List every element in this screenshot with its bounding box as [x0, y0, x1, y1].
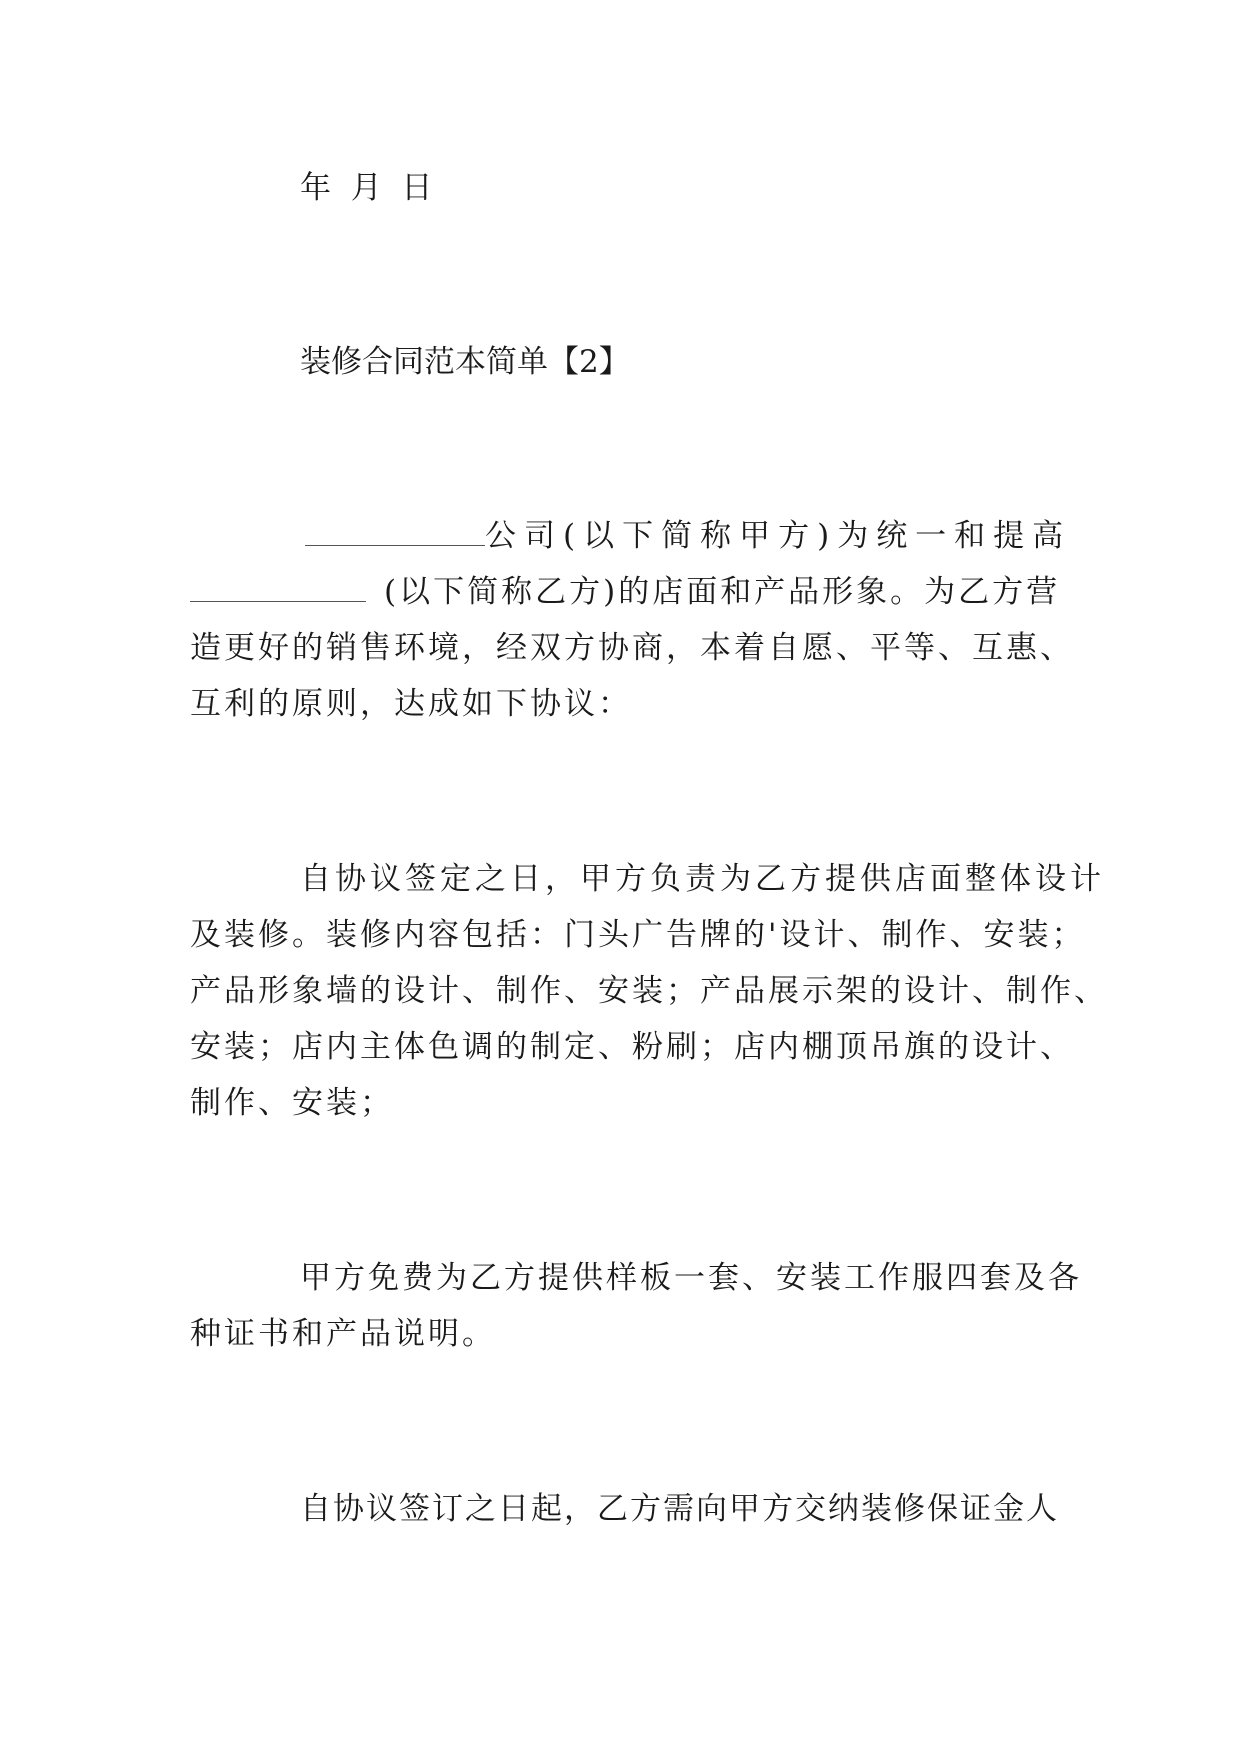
- para2-line1: 自协议签定之日，甲方负责为乙方提供店面整体设计: [300, 861, 1105, 897]
- para1-line3: 造更好的销售环境，经双方协商，本着自愿、平等、互惠、: [190, 630, 1074, 666]
- para2-line5: 制作、安装；: [190, 1085, 394, 1121]
- section-title: 装修合同范本简单【2】: [300, 344, 630, 380]
- para2-line3: 产品形象墙的设计、制作、安装；产品展示架的设计、制作、: [190, 973, 1108, 1009]
- para1-line2: [190, 572, 1060, 612]
- para4-line1: 自协议签订之日起，乙方需向甲方交纳装修保证金人: [300, 1491, 1059, 1527]
- para3-line1: 甲方免费为乙方提供样板一套、安装工作服四套及各: [300, 1260, 1082, 1296]
- para3-line2: 种证书和产品说明。: [190, 1316, 496, 1352]
- para1-line4: 互利的原则，达成如下协议：: [190, 686, 632, 722]
- para1-line1: [305, 516, 1071, 556]
- blank-line-party-b: [190, 579, 366, 602]
- para2-line4: 安装；店内主体色调的制定、粉刷；店内棚顶吊旗的设计、: [190, 1029, 1074, 1065]
- para1-line2-text: (以下简称乙方)的店面和产品形象。为乙方营: [384, 574, 1061, 610]
- para2-line2: 及装修。装修内容包括：门头广告牌的'设计、制作、安装；: [190, 917, 1086, 953]
- date-line: 年 月 日: [300, 170, 433, 206]
- para1-line1-text: 公司(以下简称甲方)为统一和提高: [485, 518, 1072, 554]
- blank-line-company: [305, 523, 485, 546]
